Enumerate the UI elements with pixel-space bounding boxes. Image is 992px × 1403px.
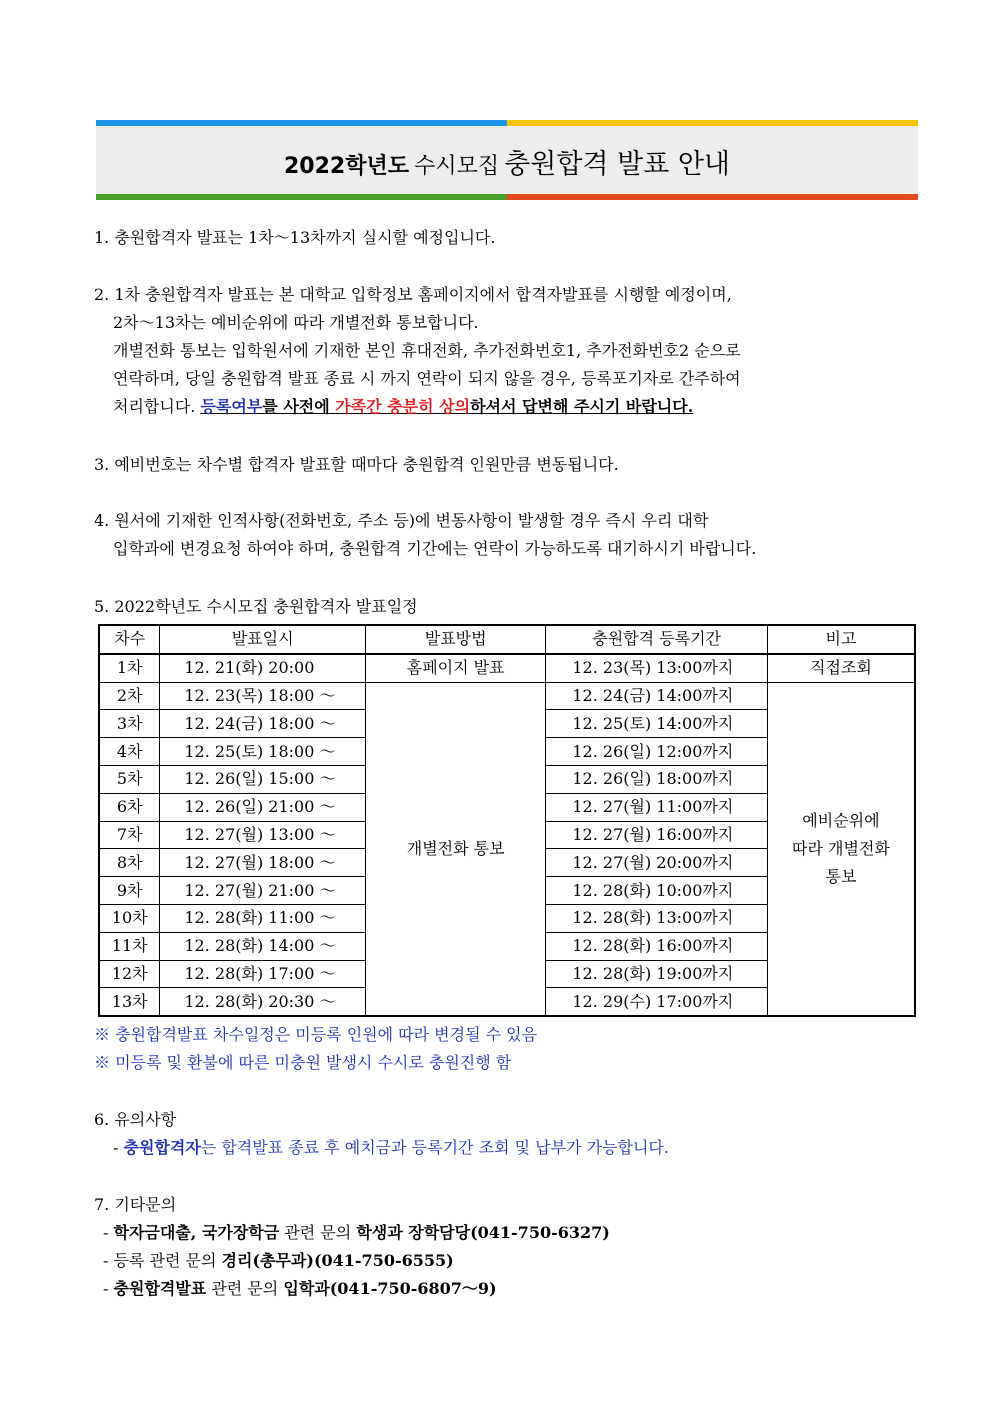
item-2-line-5-c: 를 사전에 (262, 397, 330, 416)
cell-note: 직접조회 (767, 654, 915, 682)
cell-round: 13차 (99, 988, 160, 1016)
cell-round: 5차 (99, 765, 160, 793)
cell-date: 12. 28(화) 20:30 ～ (160, 988, 366, 1016)
page-title (96, 142, 918, 181)
contact-3 (103, 1279, 497, 1299)
cell-date: 12. 27(월) 21:00 ～ (160, 877, 366, 905)
item-5-heading: 5. 2022학년도 수시모집 충원합격자 발표일정 (94, 597, 418, 616)
title-bar-top-blue (96, 120, 507, 126)
header-date: 발표일시 (160, 625, 366, 654)
item-6-body (113, 1138, 669, 1158)
contact-3-office: 입학과(041-750-6807～9) (283, 1279, 497, 1298)
contact-2-office: 경리(총무과)(041-750-6555) (221, 1251, 454, 1270)
registration-status-text: 등록여부 (200, 397, 263, 416)
cell-date: 12. 26(일) 21:00 ～ (160, 793, 366, 821)
cell-round: 8차 (99, 849, 160, 877)
contact-2-dash: - (103, 1251, 109, 1270)
contact-1-office: 학생과 장학담당(041-750-6327) (356, 1223, 610, 1242)
cell-round: 6차 (99, 793, 160, 821)
item-2-line-3: 개별전화 통보는 입학원서에 기재한 본인 휴대전화, 추가전화번호1, 추가전화번호2 순으로 (113, 341, 741, 360)
item-6-heading: 6. 유의사항 (94, 1110, 177, 1129)
title-bar-bottom-green (96, 194, 507, 200)
table-row (99, 682, 915, 710)
schedule-note-2: ※ 미등록 및 환불에 따른 미충원 발생시 수시로 충원진행 함 (94, 1053, 512, 1072)
cell-date: 12. 28(화) 11:00 ～ (160, 904, 366, 932)
cell-period: 12. 26(일) 18:00까지 (546, 765, 768, 793)
cell-note-merged (767, 682, 915, 1016)
contact-1 (103, 1223, 610, 1243)
item-6-bold: 충원합격자 (123, 1138, 201, 1157)
cell-round: 10차 (99, 904, 160, 932)
cell-round: 4차 (99, 738, 160, 766)
item-3: 3. 예비번호는 차수별 합격자 발표할 때마다 충원합격 인원만큼 변동됩니다. (94, 455, 619, 474)
item-6-rest: 는 합격발표 종료 후 예치금과 등록기간 조회 및 납부가 가능합니다. (200, 1138, 669, 1157)
cell-date: 12. 25(토) 18:00 ～ (160, 738, 366, 766)
family-consult-text: 가족간 충분히 상의 (335, 397, 471, 416)
schedule-note-1: ※ 충원합격발표 차수일정은 미등록 인원에 따라 변경될 수 있음 (94, 1025, 538, 1044)
contact-2-mid: 관련 문의 (149, 1251, 217, 1270)
item-2-line-4: 연락하며, 당일 충원합격 발표 종료 시 까지 연락이 되지 않을 경우, 등록포기자로 간주하여 (113, 369, 741, 388)
header-period: 충원합격 등록기간 (546, 625, 768, 654)
title-bar-top-yellow (507, 120, 918, 126)
cell-date: 12. 23(목) 18:00 ～ (160, 682, 366, 710)
cell-period: 12. 28(화) 19:00까지 (546, 960, 768, 988)
cell-period: 12. 27(월) 20:00까지 (546, 849, 768, 877)
cell-round: 2차 (99, 682, 160, 710)
cell-date: 12. 24(금) 18:00 ～ (160, 710, 366, 738)
cell-date: 12. 27(월) 18:00 ～ (160, 849, 366, 877)
cell-date: 12. 21(화) 20:00 (160, 654, 366, 682)
cell-round: 12차 (99, 960, 160, 988)
contact-2 (103, 1251, 454, 1271)
item-1: 1. 충원합격자 발표는 1차～13차까지 실시할 예정입니다. (94, 228, 496, 247)
cell-date: 12. 28(화) 14:00 ～ (160, 932, 366, 960)
cell-period: 12. 28(화) 16:00까지 (546, 932, 768, 960)
cell-period: 12. 23(목) 13:00까지 (546, 654, 768, 682)
cell-date: 12. 28(화) 17:00 ～ (160, 960, 366, 988)
item-2-line-5 (113, 397, 693, 417)
cell-method: 홈페이지 발표 (365, 654, 545, 682)
cell-period: 12. 26(일) 12:00까지 (546, 738, 768, 766)
cell-round: 11차 (99, 932, 160, 960)
contact-1-mid: 관련 문의 (284, 1223, 352, 1242)
note-line-3: 통보 (825, 866, 857, 886)
contact-3-dash: - (103, 1279, 109, 1298)
item-7-heading: 7. 기타문의 (94, 1195, 177, 1214)
note-line-1: 예비순위에 (802, 810, 880, 830)
item-2-line-5-e: 하셔서 답변해 주시기 바랍니다. (470, 397, 694, 416)
item-2-line-5-a: 처리합니다. (113, 397, 196, 416)
cell-period: 12. 27(월) 16:00까지 (546, 821, 768, 849)
contact-3-mid: 관련 문의 (211, 1279, 279, 1298)
cell-round: 3차 (99, 710, 160, 738)
contact-3-topic: 충원합격발표 (113, 1279, 207, 1298)
cell-period: 12. 28(화) 13:00까지 (546, 904, 768, 932)
table-row (99, 654, 915, 682)
item-2-line-2: 2차～13차는 예비순위에 따라 개별전화 통보합니다. (113, 313, 479, 332)
header-round: 차수 (99, 625, 160, 654)
title-recruit: 수시모집 (414, 154, 500, 179)
cell-period: 12. 27(월) 11:00까지 (546, 793, 768, 821)
cell-period: 12. 28(화) 10:00까지 (546, 877, 768, 905)
title-banner (96, 120, 918, 200)
cell-period: 12. 24(금) 14:00까지 (546, 682, 768, 710)
item-2-line-1: 2. 1차 충원합격자 발표는 본 대학교 입학정보 홈페이지에서 합격자발표를 시행할 예정이며, (94, 285, 732, 304)
cell-period: 12. 25(토) 14:00까지 (546, 710, 768, 738)
cell-method-merged: 개별전화 통보 (365, 682, 545, 1016)
contact-2-topic: 등록 (113, 1251, 145, 1270)
cell-round: 1차 (99, 654, 160, 682)
item-4-line-1: 4. 원서에 기재한 인적사항(전화번호, 주소 등)에 변동사항이 발생할 경우 즉시 우리 대학 (94, 511, 709, 530)
title-year: 2022학년도 (283, 154, 409, 179)
contact-1-dash: - (103, 1223, 109, 1242)
schedule-table (98, 624, 916, 1017)
title-main: 충원합격 발표 안내 (504, 149, 731, 180)
cell-date: 12. 27(월) 13:00 ～ (160, 821, 366, 849)
header-note: 비고 (767, 625, 915, 654)
cell-period: 12. 29(수) 17:00까지 (546, 988, 768, 1016)
note-line-2: 따라 개별전화 (792, 838, 890, 858)
cell-date: 12. 26(일) 15:00 ～ (160, 765, 366, 793)
cell-round: 9차 (99, 877, 160, 905)
item-4-line-2: 입학과에 변경요청 하여야 하며, 충원합격 기간에는 연락이 가능하도록 대기하시기 바랍니다. (113, 539, 757, 558)
cell-round: 7차 (99, 821, 160, 849)
header-method: 발표방법 (365, 625, 545, 654)
contact-1-topic: 학자금대출, 국가장학금 (113, 1223, 280, 1242)
title-bar-bottom-red (507, 194, 918, 200)
table-header-row (99, 625, 915, 654)
item-6-dash: - (113, 1138, 119, 1157)
